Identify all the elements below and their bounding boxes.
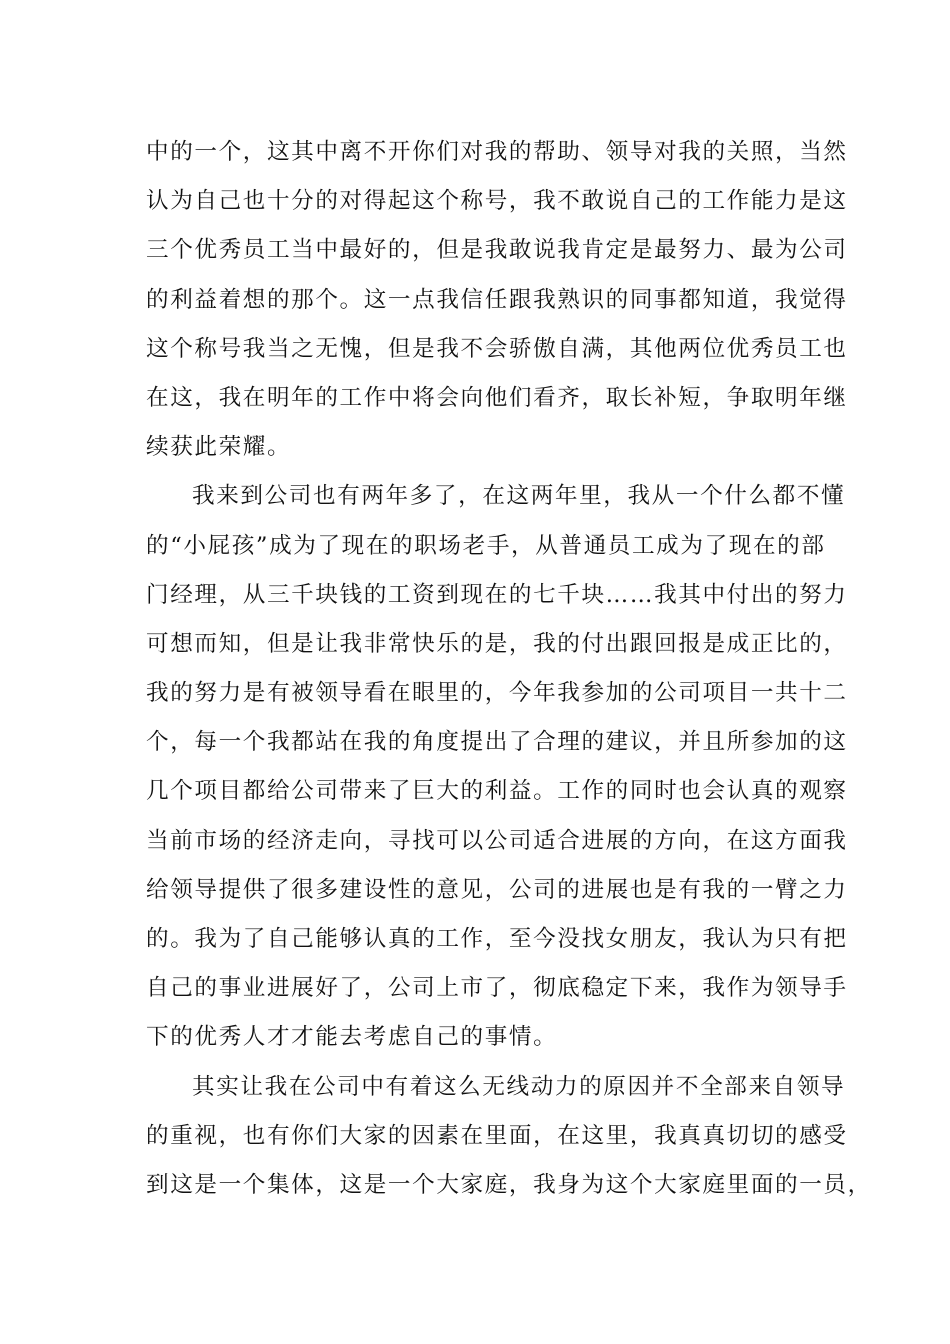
text-line: 其实让我在公司中有着这么无线动力的原因并不全部来自领导 — [192, 1073, 846, 1100]
text-line: 这个称号我当之无愧，但是我不会骄傲自满，其他两位优秀员工也 — [146, 335, 848, 362]
text-line: 续获此荣耀。 — [146, 434, 292, 461]
text-line: 下的优秀人才才能去考虑自己的事情。 — [146, 1024, 558, 1051]
text-line: 的。我为了自己能够认真的工作，至今没找女朋友，我认为只有把 — [146, 926, 848, 952]
text-line: 在这，我在明年的工作中将会向他们看齐，取长补短，争取明年继 — [146, 384, 848, 411]
text-line: 我来到公司也有两年多了，在这两年里，我从一个什么都不懂 — [192, 483, 846, 510]
text-line: 几个项目都给公司带来了巨大的利益。工作的同时也会认真的观察 — [146, 778, 848, 805]
paragraph — [146, 1063, 872, 1211]
text-line: 的“小屁孩”成为了现在的职场老手，从普通员工成为了现在的部 — [146, 532, 826, 559]
text-line: 当前市场的经济走向，寻找可以公司适合进展的方向，在这方面我 — [146, 827, 848, 854]
text-line: 门经理，从三千块钱的工资到现在的七千块……我其中付出的努力 — [146, 581, 848, 608]
text-line: 我的努力是有被领导看在眼里的，今年我参加的公司项目一共十二 — [146, 680, 848, 707]
text-line: 个，每一个我都站在我的角度提出了合理的建议，并且所参加的这 — [146, 729, 848, 756]
text-line: 的重视，也有你们大家的因素在里面，在这里，我真真切切的感受 — [146, 1122, 848, 1149]
body-text — [146, 128, 872, 1210]
text-line: 给领导提供了很多建设性的意见，公司的进展也是有我的一臂之力 — [146, 876, 848, 903]
text-line: 的利益着想的那个。这一点我信任跟我熟识的同事都知道，我觉得 — [146, 286, 848, 313]
text-line: 三个优秀员工当中最好的，但是我敢说我肯定是最努力、最为公司 — [146, 237, 848, 264]
paragraph — [146, 128, 848, 472]
text-line: 自己的事业进展好了，公司上市了，彻底稳定下来，我作为领导手 — [146, 975, 848, 1002]
text-line: 到这是一个集体，这是一个大家庭，我身为这个大家庭里面的一员， — [146, 1171, 872, 1198]
text-line: 认为自己也十分的对得起这个称号，我不敢说自己的工作能力是这 — [146, 188, 848, 215]
text-line: 可想而知，但是让我非常快乐的是，我的付出跟回报是成正比的， — [146, 630, 848, 657]
paragraph — [146, 472, 848, 1062]
text-line: 中的一个，这其中离不开你们对我的帮助、领导对我的关照，当然 — [146, 139, 848, 165]
